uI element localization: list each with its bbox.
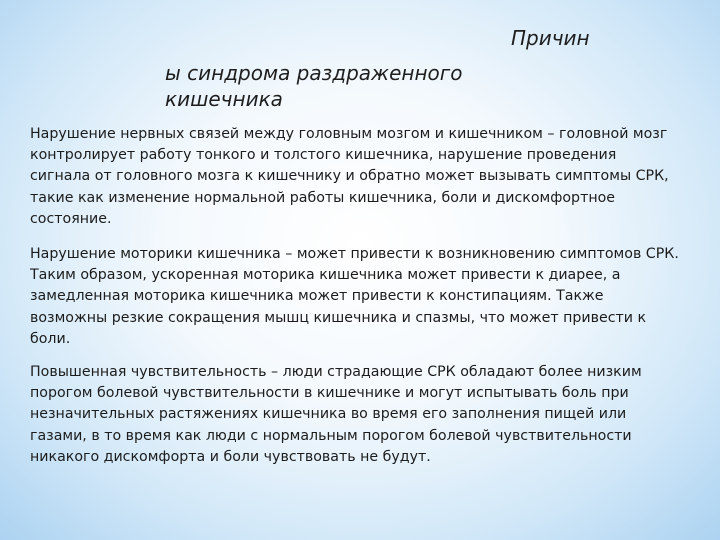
paragraph-text: – может привести к возникновению симптомов СРК. Таким образом, ускоренная моторика кишечника может привести к диарее, а замедленная моторика кишечника может привести к констипациям. Также возможны резкие сокращения мышц кишечника и спазмы, что может привести к боли. [30,246,679,347]
paragraph-sensitivity [30,362,680,468]
paragraph-lead: Нарушение моторики кишечника [30,246,281,263]
paragraph-nerve-connections [30,124,680,230]
slide-title-line-2: ы синдрома раздраженного кишечника [165,61,463,111]
paragraph-lead: Нарушение нервных связей между головным мозгом и кишечником [30,126,543,142]
slide-title-line-1: Причин [511,26,590,50]
slide-body [30,124,680,482]
paragraph-lead: Повышенная чувствительность [30,364,267,381]
paragraph-motility [30,244,680,350]
paragraph-text: – головной мозг контролирует работу тонкого и толстого кишечника, нарушение проведения сигнала от головного мозга к кишечнику и обратно может вызывать симптомы СРК, такие как изменение нормальной работы кишечника, боли и дискомфортное состояние. [30,126,669,227]
paragraph-text: – люди страдающие СРК обладают более низким порогом болевой чувствительности в кишечнике и могут испытывать боль при незначительных растяжениях кишечника во время его заполнения пищей или газами, в то время как люди с нормальным порогом болевой чувствительности никакого дискомфорта и боли чувствовать не будут. [30,364,642,465]
